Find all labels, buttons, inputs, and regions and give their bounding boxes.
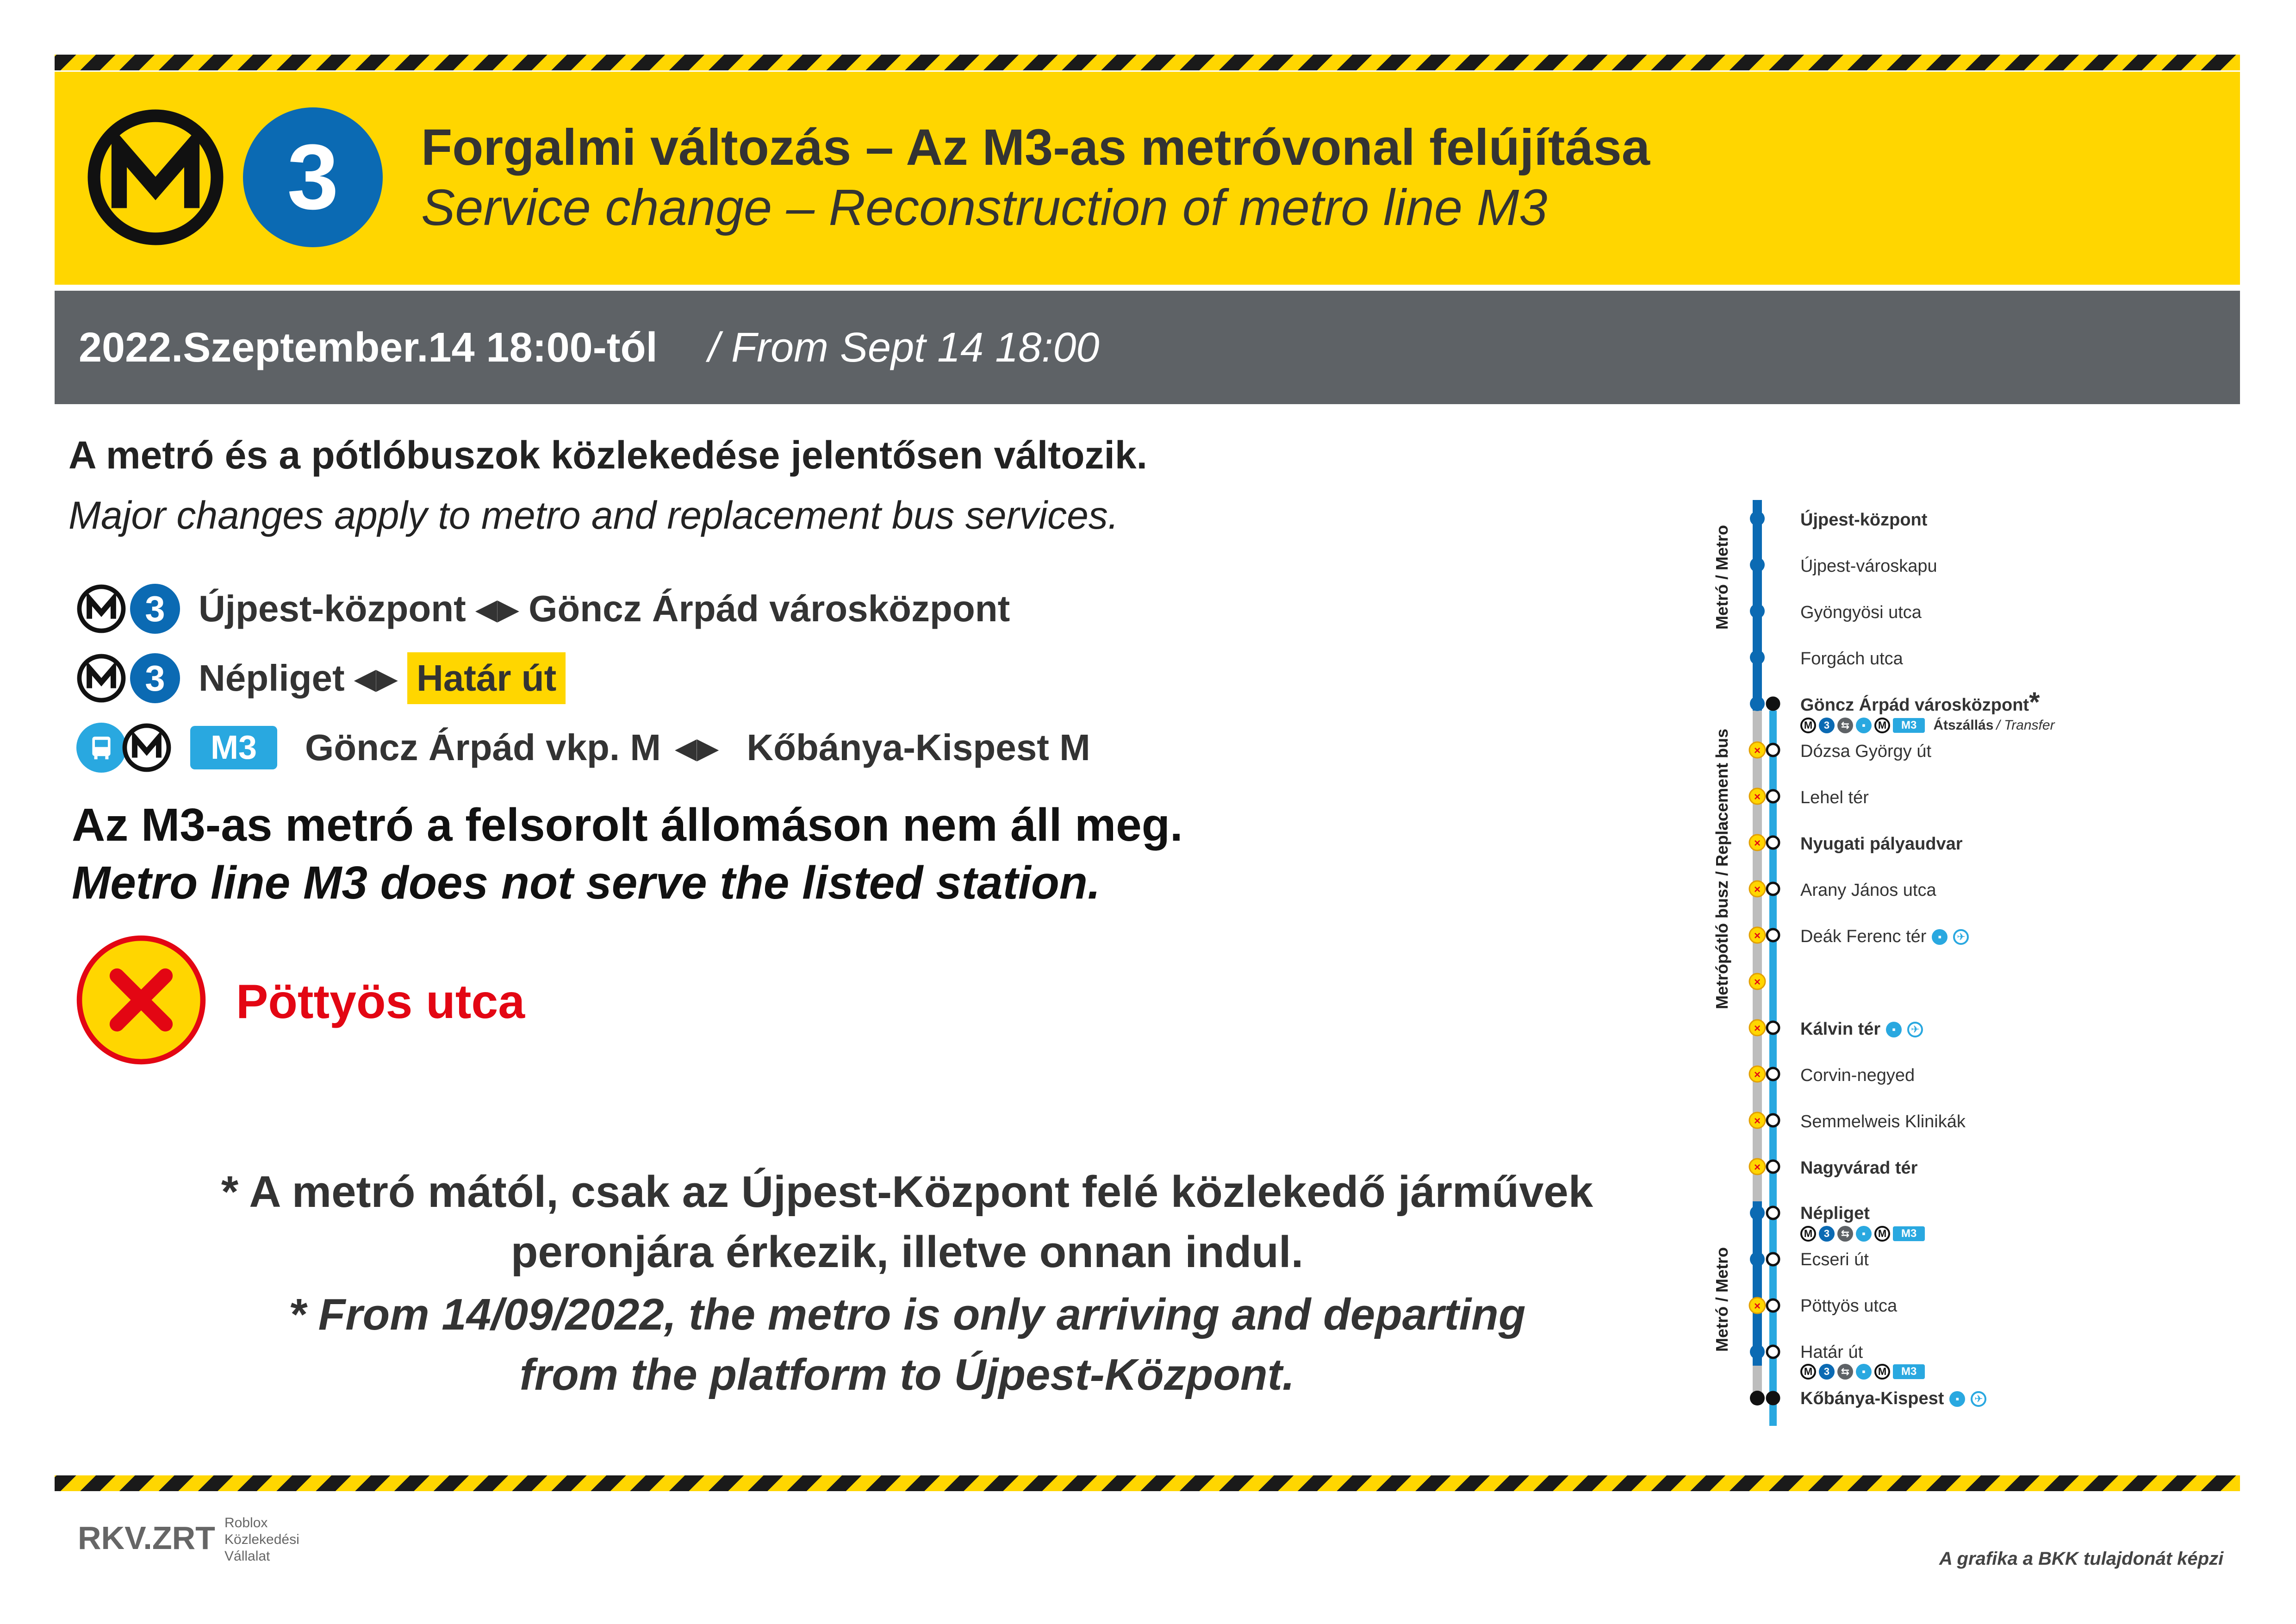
station-dot: [1750, 1344, 1765, 1359]
bus-stop-dot: [1767, 1161, 1779, 1173]
closed-mark-icon: ×: [1754, 930, 1761, 942]
station-label: Dózsa György út: [1800, 742, 1931, 761]
m3-mini-pill: M3: [1893, 1364, 1925, 1379]
line-3-mini-icon: 3: [1819, 718, 1835, 733]
station-label: Újpest-központ: [1800, 510, 1928, 530]
station-label: Kőbánya-Kispest ▪ ✈: [1800, 1389, 1986, 1409]
metro-logo-icon: [76, 584, 126, 634]
bus-mini-icon: ▪: [1856, 718, 1872, 733]
airport-mini-icon: ✈: [1953, 929, 1969, 945]
station-label: Népliget: [1800, 1204, 1870, 1223]
m3-mini-pill: M3: [1893, 718, 1925, 733]
closed-mark-icon: ×: [1754, 1300, 1761, 1312]
station-label: Göncz Árpád városközpont*: [1800, 687, 2040, 718]
replacement-bus-section-label: Metrópótló busz / Replacement bus: [1712, 728, 1731, 1009]
station-label: Nagyvárad tér: [1800, 1158, 1918, 1178]
route-row: [76, 720, 1090, 775]
footnote-english-line1: * From 14/09/2022, the metro is only arriving and departing: [288, 1290, 1526, 1339]
bus-stop-dot: [1767, 837, 1779, 849]
metro-logo-icon: [122, 723, 172, 773]
both-directions-icon: ◀▶: [675, 732, 719, 764]
route-row: [76, 581, 1010, 637]
line-strip-diagram: [1703, 500, 1796, 1426]
transfer-row: M 3 ⇆ ▪ M M3 Átszállás / Transfer: [1800, 718, 2055, 733]
metro-mini-icon: M: [1874, 1364, 1890, 1380]
org-full-name: Roblox Közlekedési Vállalat: [224, 1515, 299, 1564]
footnote-hungarian-line1: * A metró mától, csak az Újpest-Központ felé közlekedő járművek: [221, 1167, 1593, 1217]
route-to-highlighted: Határ út: [407, 652, 566, 704]
metro-mini-icon: M: [1800, 1226, 1816, 1242]
both-directions-icon: ◀▶: [354, 662, 398, 695]
bus-stop-dot: [1767, 1022, 1779, 1034]
line-3-badge: 3: [130, 584, 180, 634]
station-label: Kálvin tér ▪ ✈: [1800, 1019, 1923, 1039]
closed-station-name: Pöttyös utca: [236, 975, 525, 1029]
bus-stop-dot: [1767, 1068, 1779, 1080]
station-label: Határ út: [1800, 1343, 1863, 1362]
line-3-mini-icon: 3: [1819, 1364, 1835, 1380]
metro-mini-icon: M: [1800, 1364, 1816, 1380]
bus-stop-dot: [1767, 929, 1779, 941]
line-3-mini-icon: 3: [1819, 1226, 1835, 1242]
station-diagram: [1703, 500, 2259, 1426]
station-dot: [1750, 557, 1765, 572]
station-label: Arany János utca: [1800, 881, 1936, 900]
bus-stop-dot: [1767, 698, 1779, 710]
closed-mark-icon: ×: [1754, 744, 1761, 757]
bus-stop-dot: [1767, 744, 1779, 756]
bus-stop-dot: [1767, 790, 1779, 802]
tram-mini-icon: ⇆: [1837, 1226, 1853, 1242]
closed-mark-icon: ×: [1754, 1161, 1761, 1174]
footnote-hungarian-line2: peronjára érkezik, illetve onnan indul.: [510, 1227, 1304, 1277]
closed-mark-icon: ×: [1754, 791, 1761, 803]
route-from: Újpest-központ: [199, 588, 466, 629]
bus-stop-dot: [1767, 1114, 1779, 1126]
bus-mini-icon: ▪: [1856, 1364, 1872, 1380]
station-label: Újpest-városkapu: [1800, 556, 1937, 576]
no-stop-english: Metro line M3 does not serve the listed station.: [72, 857, 1101, 909]
station-label: Deák Ferenc tér ▪ ✈: [1800, 927, 1969, 947]
intro-english: Major changes apply to metro and replacement bus services.: [68, 493, 1119, 537]
bus-stop-dot: [1767, 1346, 1779, 1358]
station-dot: [1750, 511, 1765, 526]
closed-mark-icon: ×: [1754, 1115, 1761, 1127]
station-label: Corvin-negyed: [1800, 1066, 1915, 1085]
route-from: Népliget: [199, 657, 345, 699]
closed-mark-icon: ×: [1754, 837, 1761, 849]
org-logo: RKV.ZRT: [78, 1520, 215, 1556]
bus-mini-icon: ▪: [1856, 1226, 1872, 1242]
station-closed-icon: [74, 933, 208, 1067]
transfer-row: [1800, 1226, 1925, 1242]
route-from: Göncz Árpád vkp. M: [305, 727, 661, 768]
route-to: Göncz Árpád városközpont: [529, 588, 1010, 629]
station-label: Pöttyös utca: [1800, 1296, 1898, 1316]
bus-mini-icon: ▪: [1949, 1391, 1965, 1407]
station-dot: [1750, 604, 1765, 618]
metro-section-label: Metró / Metro: [1712, 525, 1731, 630]
bus-stop-dot: [1767, 1207, 1779, 1219]
station-dot: [1750, 1206, 1765, 1220]
bus-mini-icon: ▪: [1932, 929, 1948, 945]
date-english: / From Sept 14 18:00: [708, 325, 1100, 371]
metro-logo-icon: [76, 653, 126, 703]
title-hungarian: Forgalmi változás – Az M3-as metróvonal felújítása: [421, 119, 1650, 176]
metro-mini-icon: M: [1874, 718, 1890, 733]
route-row: [76, 650, 566, 706]
line-3-badge: 3: [243, 107, 383, 247]
line-3-badge: 3: [130, 653, 180, 703]
metro-logo-icon: [86, 107, 225, 247]
station-label: Semmelweis Klinikák: [1800, 1112, 1966, 1131]
station-dot: [1750, 696, 1765, 711]
closed-mark-icon: ×: [1754, 1022, 1761, 1035]
date-hungarian: 2022.Szeptember.14 18:00-tól: [79, 325, 658, 371]
station-label: Lehel tér: [1800, 788, 1869, 807]
intro-hungarian: A metró és a pótlóbuszok közlekedése jelentősen változik.: [68, 433, 1147, 477]
metro-mini-icon: M: [1800, 718, 1816, 733]
closed-mark-icon: ×: [1754, 883, 1761, 896]
top-hazard-stripe: [55, 55, 2240, 70]
footnote-english-line2: from the platform to Újpest-Központ.: [519, 1350, 1295, 1399]
closed-mark-icon: ×: [1754, 976, 1761, 988]
bottom-hazard-stripe: [55, 1475, 2240, 1491]
station-dot: [1750, 1391, 1765, 1405]
tram-mini-icon: ⇆: [1837, 718, 1853, 733]
bus-mini-icon: ▪: [1886, 1022, 1902, 1037]
station-label: Forgách utca: [1800, 649, 1903, 668]
station-label: Gyöngyösi utca: [1800, 603, 1922, 622]
bus-stop-dot: [1767, 883, 1779, 895]
title-english: Service change – Reconstruction of metro line M3: [421, 179, 1548, 236]
m3-replacement-badge: M3: [190, 726, 277, 769]
bus-stop-dot: [1767, 1392, 1779, 1404]
tram-mini-icon: ⇆: [1837, 1364, 1853, 1380]
station-dot: [1750, 1252, 1765, 1267]
closed-mark-icon: ×: [1754, 1068, 1761, 1081]
metro-section-label: Metró / Metro: [1712, 1247, 1731, 1352]
station-label: Ecseri út: [1800, 1250, 1869, 1269]
no-stop-hungarian: Az M3-as metró a felsorolt állomáson nem áll meg.: [72, 799, 1183, 851]
route-to: Kőbánya-Kispest M: [747, 727, 1090, 768]
bus-stop-dot: [1767, 1299, 1779, 1312]
bus-stop-dot: [1767, 1253, 1779, 1265]
bus-icon: [76, 723, 126, 773]
both-directions-icon: ◀▶: [475, 593, 520, 625]
transfer-row: [1800, 1364, 1925, 1380]
airport-mini-icon: ✈: [1907, 1022, 1923, 1037]
m3-mini-pill: M3: [1893, 1226, 1925, 1241]
station-label: Nyugati pályaudvar: [1800, 834, 1963, 854]
graphic-credit: A grafika a BKK tulajdonát képzi: [1939, 1549, 2224, 1569]
metro-mini-icon: M: [1874, 1226, 1890, 1242]
airport-mini-icon: ✈: [1971, 1391, 1986, 1407]
station-dot: [1750, 650, 1765, 665]
